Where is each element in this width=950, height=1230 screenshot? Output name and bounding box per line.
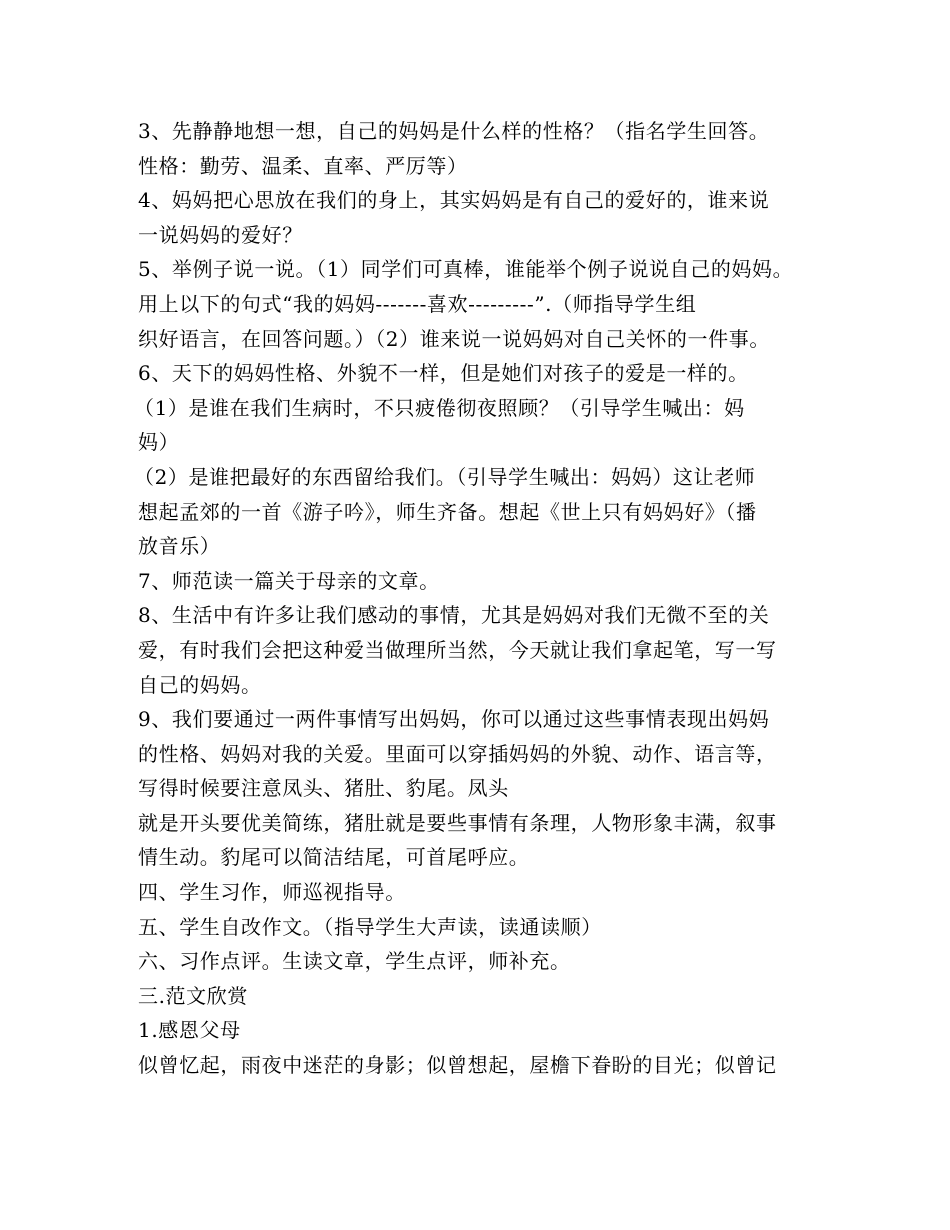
section-heading: 五、学生自改作文。（指导学生大声读，读通读顺） bbox=[138, 914, 602, 939]
text-line: 自己的妈妈。 bbox=[138, 672, 262, 697]
text-line: 爱，有时我们会把这种爱当做理所当然，今天就让我们拿起笔，写一写 bbox=[138, 637, 777, 662]
text-line: 7、师范读一篇关于母亲的文章。 bbox=[138, 568, 440, 593]
text-line: 用上以下的句式“我的妈妈-------喜欢---------”.（师指导学生组 bbox=[138, 291, 697, 316]
text-line: 5、举例子说一说。（1）同学们可真棒，谁能举个例子说说自己的妈妈。 bbox=[138, 257, 794, 282]
document-body bbox=[134, 114, 828, 1083]
text-line: 放音乐） bbox=[138, 534, 221, 559]
section-heading: 六、习作点评。生读文章，学生点评，师补充。 bbox=[138, 949, 571, 974]
text-line: 就是开头要优美简练，猪肚就是要些事情有条理，人物形象丰满，叙事 bbox=[138, 810, 777, 835]
text-line: 情生动。豹尾可以简洁结尾，可首尾呼应。 bbox=[138, 845, 530, 870]
text-line: 织好语言，在回答问题。）（2）谁来说一说妈妈对自己关怀的一件事。 bbox=[138, 326, 770, 351]
text-line: 似曾忆起，雨夜中迷茫的身影；似曾想起，屋檐下眷盼的目光；似曾记 bbox=[138, 1053, 777, 1078]
text-line: 想起孟郊的一首《游子吟》，师生齐备。想起《世上只有妈妈好》（播 bbox=[138, 499, 757, 524]
text-line: 6、天下的妈妈性格、外貌不一样，但是她们对孩子的爱是一样的。 bbox=[138, 361, 749, 386]
text-line: 8、生活中有许多让我们感动的事情，尤其是妈妈对我们无微不至的关 bbox=[138, 603, 770, 628]
section-heading: 四、学生习作，师巡视指导。 bbox=[138, 880, 406, 905]
text-line: 妈） bbox=[138, 430, 180, 455]
text-line: 的性格、妈妈对我的关爱。里面可以穿插妈妈的外貌、动作、语言等， bbox=[138, 741, 777, 766]
text-line: （1）是谁在我们生病时，不只疲倦彻夜照顾？（引导学生喊出：妈 bbox=[134, 395, 745, 420]
text-line: 3、先静静地想一想，自己的妈妈是什么样的性格？（指名学生回答。 bbox=[138, 119, 770, 143]
text-line: 9、我们要通过一两件事情写出妈妈，你可以通过这些事情表现出妈妈 bbox=[138, 707, 770, 732]
text-line: 一说妈妈的爱好？ bbox=[138, 222, 303, 247]
section-heading: 三.范文欣赏 bbox=[138, 983, 248, 1008]
text-line: 4、妈妈把心思放在我们的身上，其实妈妈是有自己的爱好的，谁来说 bbox=[138, 188, 770, 213]
article-title: 1.感恩父母 bbox=[138, 1018, 241, 1043]
text-line: （2）是谁把最好的东西留给我们。（引导学生喊出：妈妈）这让老师 bbox=[134, 464, 756, 489]
text-line: 性格：勤劳、温柔、直率、严厉等） bbox=[138, 153, 468, 178]
text-line: 写得时候要注意凤头、猪肚、豹尾。凤头 bbox=[138, 776, 509, 801]
